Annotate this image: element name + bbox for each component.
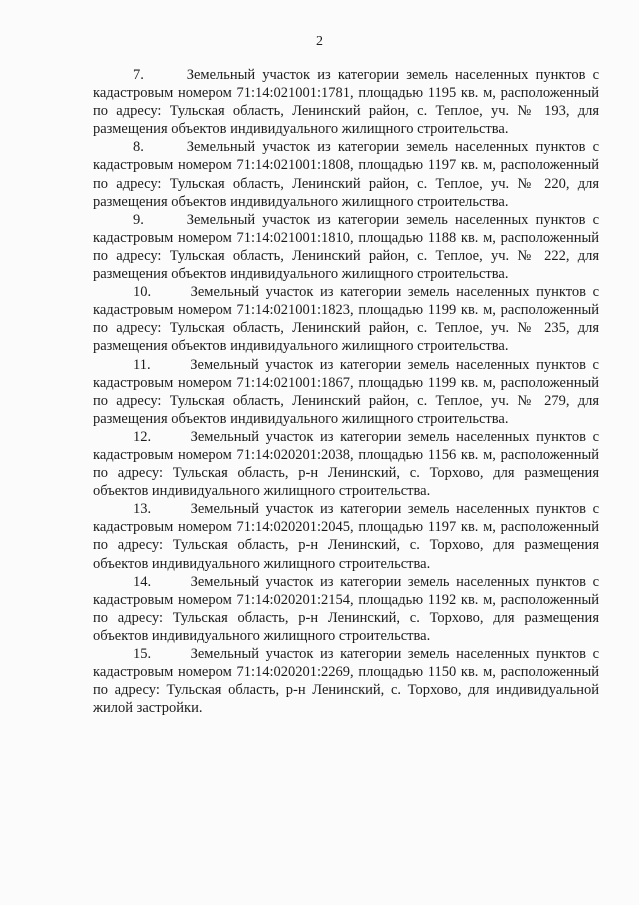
item-text: Земельный участок из категории земель населенных пунктов с кадастровым номером 71:14:021001:1808, площадью 1197 кв. м, расположенный по адресу: Тульская область, Ленинский район, с. Теплое, уч. № 220, для размещения объектов индивидуального жилищного строительства.	[93, 139, 600, 210]
item-number: 11.	[133, 356, 151, 373]
list-item	[93, 211, 599, 283]
land-plot-list	[93, 66, 599, 717]
page-number: 2	[316, 34, 323, 49]
item-text: Земельный участок из категории земель населенных пунктов с кадастровым номером 71:14:021001:1781, площадью 1195 кв. м, расположенный по адресу: Тульская область, Ленинский район, с. Теплое, уч. № 193, для размещения объектов индивидуального жилищного строительства.	[93, 67, 600, 138]
list-item	[93, 428, 599, 500]
item-number: 7.	[133, 67, 144, 83]
item-text: Земельный участок из категории земель населенных пунктов с кадастровым номером 71:14:020201:2038, площадью 1156 кв. м, расположенный по адресу: Тульская область, р-н Ленинский, с. Торхово, для размещения объектов индивидуального жилищного строительства.	[93, 428, 600, 500]
item-number: 8.	[133, 139, 144, 156]
list-item	[93, 645, 599, 717]
item-number: 9.	[133, 211, 144, 228]
item-number: 12.	[133, 428, 152, 445]
item-text: Земельный участок из категории земель населенных пунктов с кадастровым номером 71:14:020201:2269, площадью 1150 кв. м, расположенный по адресу: Тульская область, р-н Ленинский, с. Торхово, для индивидуальной жилой застройки.	[93, 646, 600, 717]
list-item	[93, 356, 599, 428]
item-number: 10.	[133, 284, 152, 301]
item-number: 13.	[133, 501, 152, 518]
item-text: Земельный участок из категории земель населенных пунктов с кадастровым номером 71:14:020201:2154, площадью 1192 кв. м, расположенный по адресу: Тульская область, р-н Ленинский, с. Торхово, для размещения объектов индивидуального жилищного строительства.	[93, 573, 600, 644]
list-item	[93, 500, 599, 572]
item-text: Земельный участок из категории земель населенных пунктов с кадастровым номером 71:14:021001:1810, площадью 1188 кв. м, расположенный по адресу: Тульская область, Ленинский район, с. Теплое, уч. № 222, для размещения объектов индивидуального жилищного строительства.	[93, 211, 600, 283]
list-item	[93, 573, 599, 645]
item-number: 14.	[133, 573, 152, 590]
item-text: Земельный участок из категории земель населенных пунктов с кадастровым номером 71:14:020201:2045, площадью 1197 кв. м, расположенный по адресу: Тульская область, р-н Ленинский, с. Торхово, для размещения объектов индивидуального жилищного строительства.	[93, 501, 600, 572]
list-item	[93, 283, 599, 355]
list-item	[93, 138, 599, 210]
item-text: Земельный участок из категории земель населенных пунктов с кадастровым номером 71:14:021001:1867, площадью 1199 кв. м, расположенный по адресу: Тульская область, Ленинский район, с. Теплое, уч. № 279, для размещения объектов индивидуального жилищного строительства.	[93, 356, 599, 427]
item-text: Земельный участок из категории земель населенных пунктов с кадастровым номером 71:14:021001:1823, площадью 1199 кв. м, расположенный по адресу: Тульская область, Ленинский район, с. Теплое, уч. № 235, для размещения объектов индивидуального жилищного строительства.	[93, 284, 600, 355]
list-item	[93, 66, 599, 138]
item-number: 15.	[133, 646, 152, 662]
